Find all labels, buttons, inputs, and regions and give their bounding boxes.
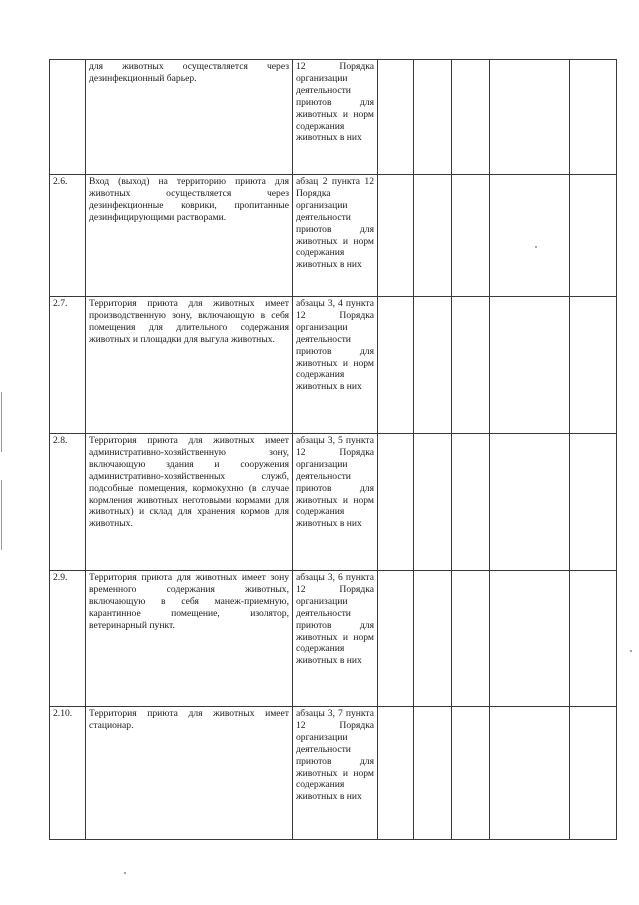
comment-cell[interactable] — [490, 175, 570, 297]
requirement-text: Территория приюта для животных имеет административно-хозяйственную зону, включающую здания и сооружения административно-хозяйственных служб, подсобные помещения, кормокухню (в случае кормления животных неготовыми кормами для животных) и склад для хранения кормов для животных. — [86, 434, 293, 571]
comment-cell[interactable] — [490, 571, 570, 707]
answer-cell-yes[interactable] — [378, 297, 414, 434]
answer-cell-yes[interactable] — [378, 60, 414, 175]
answer-cell-na[interactable] — [452, 707, 490, 840]
item-number: 2.10. — [50, 707, 86, 840]
scan-artifact — [535, 246, 537, 248]
comment-cell[interactable] — [490, 60, 570, 175]
requirement-text: Территория приюта для животных имеет стационар. — [86, 707, 293, 840]
requirement-text: для животных осуществляется через дезинфекционный барьер. — [86, 60, 293, 175]
table-row — [50, 297, 617, 434]
item-number: 2.9. — [50, 571, 86, 707]
item-number: 2.7. — [50, 297, 86, 434]
note-cell[interactable] — [570, 707, 617, 840]
legal-reference: абзацы 3, 6 пункта 12 Порядка организации деятельности приютов для животных и норм содержания животных в них — [293, 571, 378, 707]
comment-cell[interactable] — [490, 297, 570, 434]
requirement-text: Территория приюта для животных имеет зону временного содержания животных, включающую в себя манеж-приемную, карантинное помещение, изолятор, ветеринарный пункт. — [86, 571, 293, 707]
comment-cell[interactable] — [490, 707, 570, 840]
answer-cell-no[interactable] — [414, 434, 452, 571]
answer-cell-na[interactable] — [452, 297, 490, 434]
scan-artifact — [1, 480, 2, 550]
answer-cell-na[interactable] — [452, 571, 490, 707]
answer-cell-no[interactable] — [414, 297, 452, 434]
table-row — [50, 571, 617, 707]
comment-cell[interactable] — [490, 434, 570, 571]
answer-cell-na[interactable] — [452, 60, 490, 175]
table-row — [50, 434, 617, 571]
item-number — [50, 60, 86, 175]
legal-reference: абзацы 3, 5 пункта 12 Порядка организации деятельности приютов для животных и норм содержания животных в них — [293, 434, 378, 571]
note-cell[interactable] — [570, 175, 617, 297]
requirement-text: Территория приюта для животных имеет производственную зону, включающую в себя помещения для длительного содержания животных и площадки для выгула животных. — [86, 297, 293, 434]
legal-reference: абзацы 3, 4 пункта 12 Порядка организации деятельности приютов для животных и норм содержания животных в них — [293, 297, 378, 434]
note-cell[interactable] — [570, 60, 617, 175]
table-row — [50, 707, 617, 840]
answer-cell-yes[interactable] — [378, 707, 414, 840]
requirement-text: Вход (выход) на территорию приюта для животных осуществляется через дезинфекционные коврики, пропитанные дезинфицирующими растворами. — [86, 175, 293, 297]
checklist-table — [49, 59, 617, 840]
note-cell[interactable] — [570, 297, 617, 434]
note-cell[interactable] — [570, 571, 617, 707]
answer-cell-yes[interactable] — [378, 434, 414, 571]
answer-cell-yes[interactable] — [378, 571, 414, 707]
scan-artifact — [124, 872, 126, 874]
answer-cell-na[interactable] — [452, 175, 490, 297]
answer-cell-yes[interactable] — [378, 175, 414, 297]
legal-reference: абзац 2 пункта 12 Порядка организации деятельности приютов для животных и норм содержания животных в них — [293, 175, 378, 297]
answer-cell-no[interactable] — [414, 571, 452, 707]
scan-artifact — [630, 650, 632, 652]
answer-cell-no[interactable] — [414, 175, 452, 297]
answer-cell-na[interactable] — [452, 434, 490, 571]
note-cell[interactable] — [570, 434, 617, 571]
item-number: 2.8. — [50, 434, 86, 571]
legal-reference: 12 Порядка организации деятельности приютов для животных и норм содержания животных в них — [293, 60, 378, 175]
item-number: 2.6. — [50, 175, 86, 297]
scan-artifact — [1, 392, 2, 452]
legal-reference: абзацы 3, 7 пункта 12 Порядка организации деятельности приютов для животных и норм содержания животных в них — [293, 707, 378, 840]
answer-cell-no[interactable] — [414, 707, 452, 840]
answer-cell-no[interactable] — [414, 60, 452, 175]
table-row — [50, 175, 617, 297]
table-row — [50, 60, 617, 175]
